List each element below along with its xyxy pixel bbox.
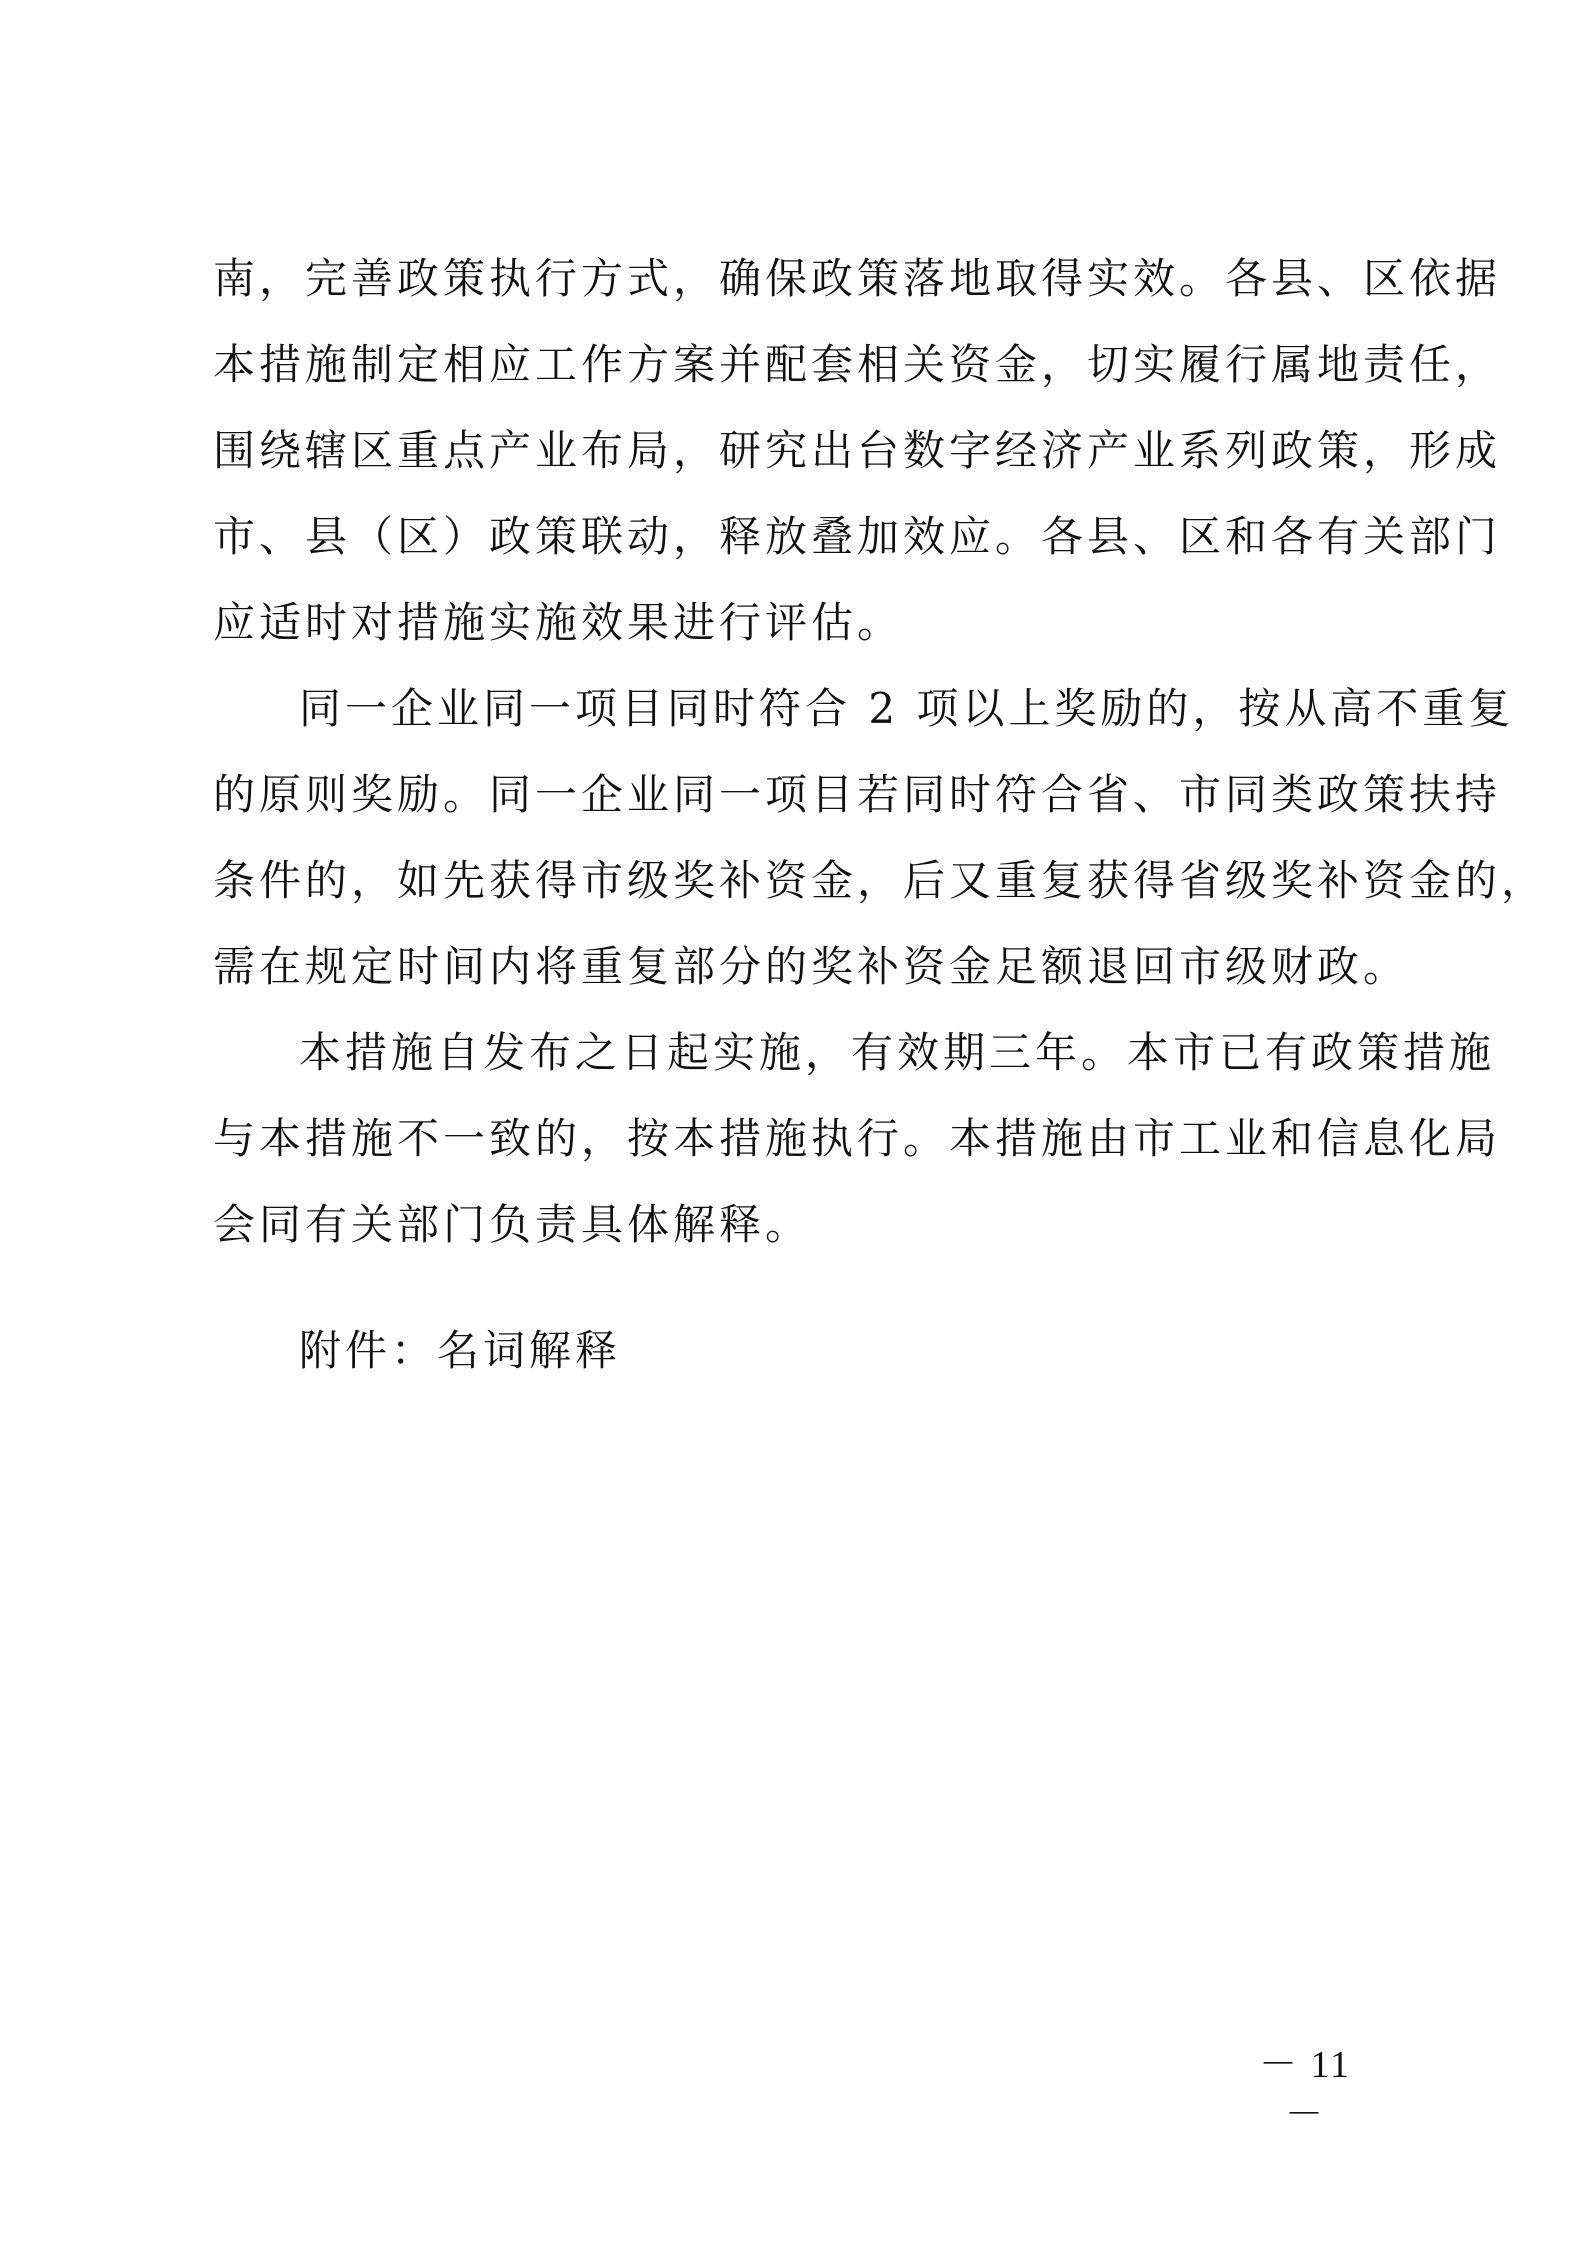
paragraph-line: 南，完善政策执行方式，确保政策落地取得实效。各县、区依据 [213, 254, 1502, 303]
paragraph-line: 应适时对措施实施效果进行评估。 [213, 598, 904, 647]
paragraph-line: 同一企业同一项目同时符合 2 项以上奖励的，按从高不重复 [299, 684, 1515, 733]
paragraph-2 [213, 666, 1548, 1010]
paragraph-line: 与本措施不一致的，按本措施执行。本措施由市工业和信息化局 [213, 1114, 1502, 1163]
paragraph-1 [213, 236, 1502, 666]
paragraph-line: 需在规定时间内将重复部分的奖补资金足额退回市级财政。 [213, 942, 1410, 991]
paragraph-3 [213, 1010, 1502, 1268]
document-body [213, 236, 1548, 1394]
paragraph-line: 本措施自发布之日起实施，有效期三年。本市已有政策措施 [299, 1028, 1496, 1077]
paragraph-line: 围绕辖区重点产业布局，研究出台数字经济产业系列政策，形成 [213, 426, 1502, 475]
paragraph-line: 条件的，如先获得市级奖补资金，后又重复获得省级奖补资金的， [213, 856, 1548, 905]
paragraph-line: 会同有关部门负责具体解释。 [213, 1200, 812, 1249]
paragraph-line: 市、县（区）政策联动，释放叠加效应。各县、区和各有关部门 [213, 512, 1502, 561]
page-number: － 11 － [1258, 2044, 1352, 2136]
paragraph-line: 的原则奖励。同一企业同一项目若同时符合省、市同类政策扶持 [213, 770, 1502, 819]
paragraph-line: 本措施制定相应工作方案并配套相关资金，切实履行属地责任， [213, 340, 1502, 389]
attachment-note: 附件：名词解释 [299, 1326, 622, 1375]
